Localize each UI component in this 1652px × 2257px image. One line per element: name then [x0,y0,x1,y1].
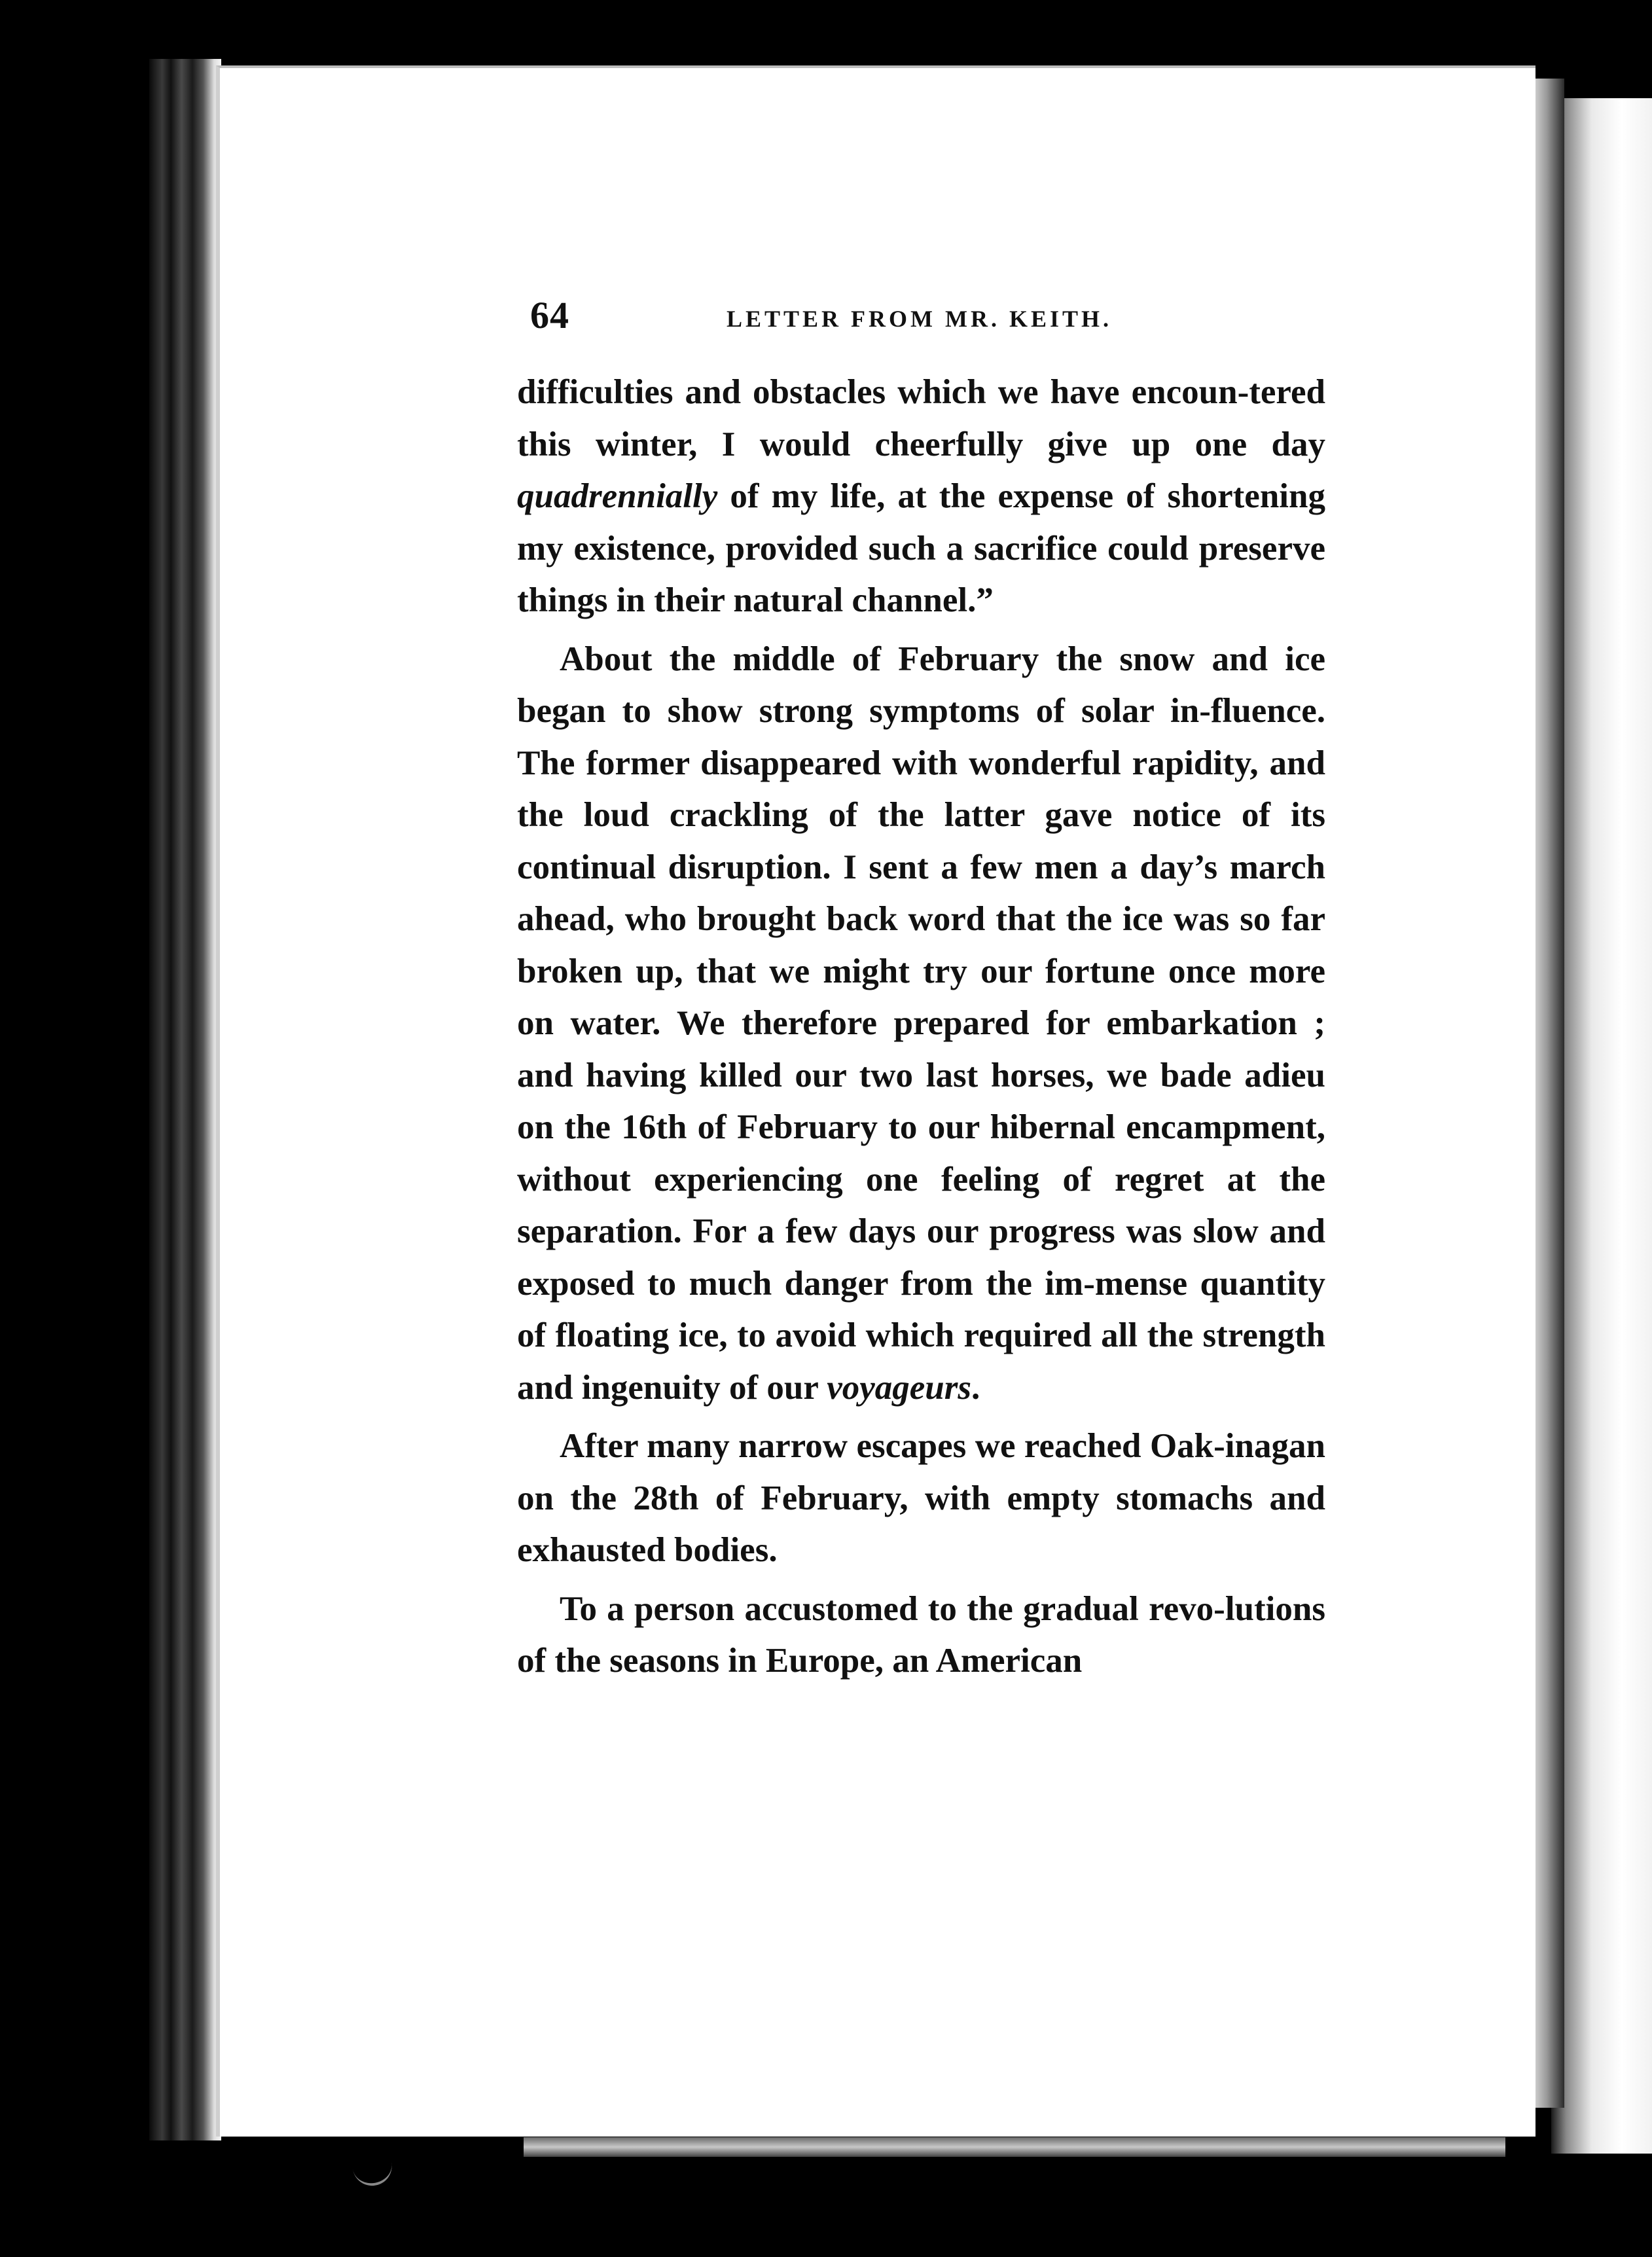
ink-mark [351,2154,395,2189]
running-title: LETTER FROM MR. KEITH. [727,306,1113,332]
page-bottom-edge [524,2137,1505,2157]
paragraph-1 [517,367,1325,627]
paragraph-4-text: To a person accustomed to the gradual revo-lutions of the seasons in Europe, an American [517,1589,1325,1680]
body-text [517,367,1325,1694]
facing-page-edge [1551,98,1652,2154]
paragraph-2-text-end: . [971,1368,980,1407]
paragraph-2-italic: voyageurs [827,1368,972,1407]
paragraph-1-text-start: difficulties and obstacles which we have encoun-tered this winter, I would cheerfully give up one day [517,373,1325,463]
book-spine [149,59,221,2140]
page-number: 64 [530,294,569,336]
paragraph-4 [517,1583,1325,1688]
paragraph-3 [517,1420,1325,1577]
paragraph-1-italic: quadrennially [517,477,718,515]
paragraph-3-text: After many narrow escapes we reached Oak-inagan on the 28th of February, with empty stomachs and exhausted bodies. [517,1427,1325,1569]
paragraph-1-text-end: of my life, at the expense of shortening my existence, provided such a sacrifice could preserve things in their natural channel.” [517,477,1325,619]
page-header [530,293,1185,339]
paragraph-2 [517,634,1325,1415]
paragraph-2-text-start: About the middle of February the snow and ice began to show strong symptoms of solar in-fluence. The former disappeared with wonderful rapidity, and the loud crackling of the latter gave notice of its continual disruption. I sent a few men a day’s march ahead, who brought back word that the ice was so far broken up, that we might try our fortune once more on water. We therefore prepared for embarkation ; and having killed our two last horses, we bade adieu on the 16th of February to our hibernal encampment, without experiencing one feeling of regret at the separation. For a few days our progress was slow and exposed to much danger from the im-mense quantity of floating ice, to avoid which required all the strength and ingenuity of our [517,640,1325,1407]
